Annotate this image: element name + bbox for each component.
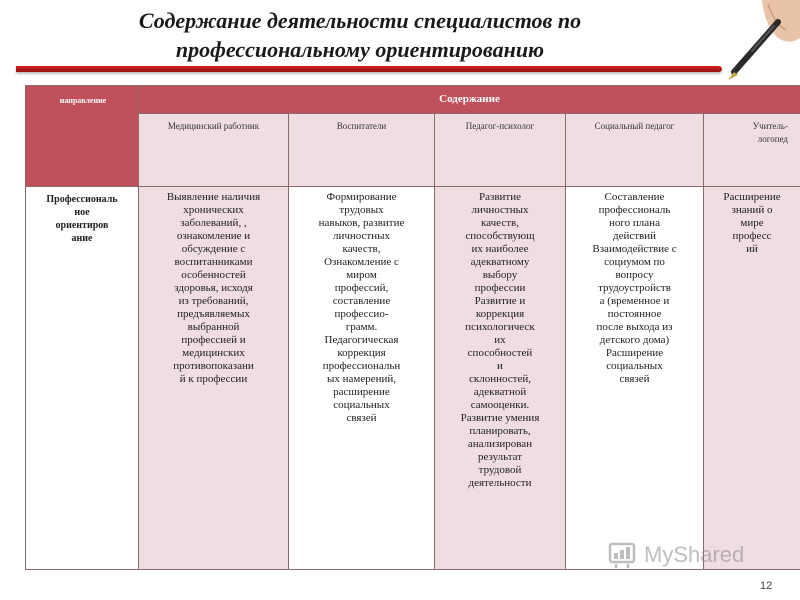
cell-speech-therapist: Расширение знаний о мире професс ий	[704, 187, 800, 570]
title-line-1: Содержание деятельности специалистов по	[138, 8, 582, 33]
slide-title	[0, 6, 720, 64]
watermark	[608, 538, 768, 572]
column-header-social-teacher: Социальный педагог	[566, 114, 704, 187]
row-label-career-guidance: Профессиональ ное ориентиров ание	[26, 187, 139, 570]
title-line-2: профессиональному ориентированию	[175, 37, 545, 62]
content-table	[25, 85, 800, 570]
watermark-text: MyShared	[644, 542, 745, 567]
cell-medical: Выявление наличия хронических заболеваний, , ознакомление и обсуждение с воспитанниками особенностей здоровья, исходя из требований, предъявляемых выбранной профессией и медицинских противопоказани й к профессии	[139, 187, 289, 570]
column-header-medical: Медицинский работник	[139, 114, 289, 187]
column-header-educators: Воспитатели	[289, 114, 435, 187]
cell-psychologist: Развитие личностных качеств, способствующ их наиболее адекватному выбору профессии Развитие и коррекция психологическ их способностей и склонностей, адекватной самооценки. Развитие умения планировать, анализирован результат трудовой деятельности	[435, 187, 566, 570]
myshared-logo-icon	[608, 540, 638, 570]
pen-in-hand-icon	[712, 0, 800, 84]
page-number: 12	[760, 580, 773, 592]
cell-social-teacher: Составление профессиональ ного плана действий Взаимодействие с социумом по вопросу трудоустройств а (временное и постоянное после выхода из детского дома) Расширение социальных связей	[566, 187, 704, 570]
column-header-speech-therapist: Учитель- логопед	[704, 114, 800, 187]
title-underline	[16, 66, 722, 72]
direction-header: направление	[26, 86, 139, 187]
cell-educators: Формирование трудовых навыков, развитие личностных качеств, Ознакомление с миром профессий, составление профессио- грамм. Педагогическая коррекция профессиональн ых намерений, расширение социальных связей	[289, 187, 435, 570]
content-header: Содержание	[139, 86, 800, 114]
column-header-psychologist: Педагог-психолог	[435, 114, 566, 187]
